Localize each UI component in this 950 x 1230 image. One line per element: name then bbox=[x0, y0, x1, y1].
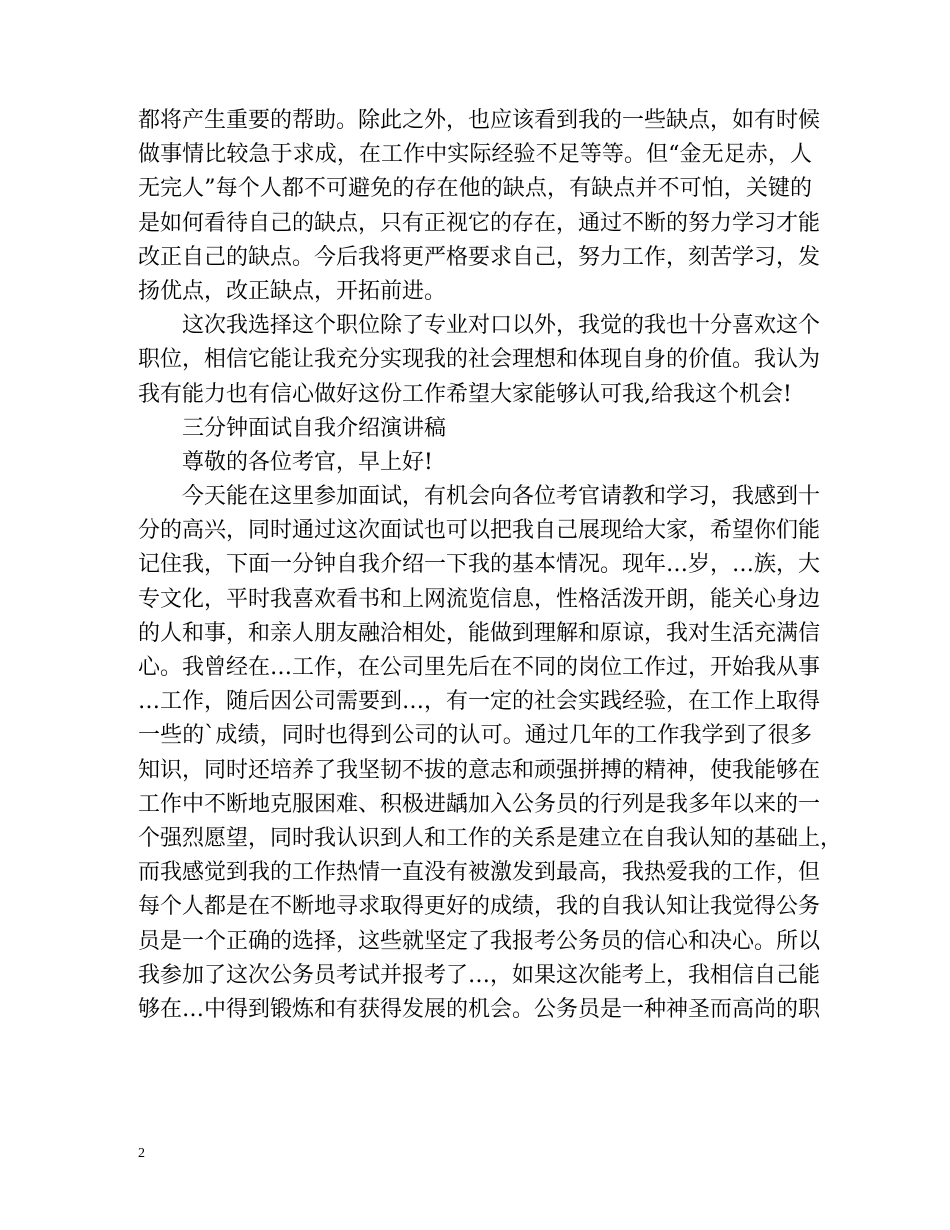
text-line: 而我感觉到我的工作热情一直没有被激发到最高，我热爱我的工作，但 bbox=[138, 860, 821, 886]
text-line: 尊敬的各位考官，早上好! bbox=[182, 449, 433, 475]
text-line: 改正自己的缺点。今后我将更严格要求自己，努力工作，刻苦学习，发 bbox=[138, 244, 821, 270]
text-line: 工作中不断地克服困难、积极进龋加入公务员的行列是我多年以来的一 bbox=[138, 791, 821, 817]
text-line: 是如何看待自己的缺点，只有正视它的存在，通过不断的努力学习才能 bbox=[138, 210, 821, 236]
text-line: 分的高兴，同时通过这次面试也可以把我自己展现给大家，希望你们能 bbox=[138, 518, 821, 544]
text-line: 够在…中得到锻炼和有获得发展的机会。公务员是一种神圣而高尚的职 bbox=[138, 996, 821, 1022]
text-line: 无完人”每个人都不可避免的存在他的缺点，有缺点并不可怕，关键的 bbox=[138, 176, 812, 202]
text-line: 我有能力也有信心做好这份工作希望大家能够认可我,给我这个机会! bbox=[138, 381, 792, 407]
text-line: 个强烈愿望，同时我认识到人和工作的关系是建立在自我认知的基础上， bbox=[138, 825, 843, 851]
text-line: …工作，随后因公司需要到…，有一定的社会实践经验，在工作上取得 bbox=[138, 689, 821, 715]
text-line: 做事情比较急于求成，在工作中实际经验不足等等。但“金无足赤，人 bbox=[138, 142, 812, 168]
text-line: 三分钟面试自我介绍演讲稿 bbox=[182, 415, 447, 441]
text-line: 一些的`成绩，同时也得到公司的认可。通过几年的工作我学到了很多 bbox=[138, 723, 812, 749]
text-line: 员是一个正确的选择，这些就坚定了我报考公务员的信心和决心。所以 bbox=[138, 928, 821, 954]
text-line: 我参加了这次公务员考试并报考了…，如果这次能考上，我相信自己能 bbox=[138, 962, 821, 988]
text-line: 职位，相信它能让我充分实现我的社会理想和体现自身的价值。我认为 bbox=[138, 347, 821, 373]
text-line: 知识，同时还培养了我坚韧不拔的意志和顽强拼搏的精神，使我能够在 bbox=[138, 757, 821, 783]
text-line: 记住我，下面一分钟自我介绍一下我的基本情况。现年…岁，…族，大 bbox=[138, 552, 821, 578]
text-line: 专文化，平时我喜欢看书和上网流览信息，性格活泼开朗，能关心身边 bbox=[138, 586, 821, 612]
text-line: 都将产生重要的帮助。除此之外，也应该看到我的一些缺点，如有时候 bbox=[138, 108, 821, 133]
text-line: 每个人都是在不断地寻求取得更好的成绩，我的自我认知让我觉得公务 bbox=[138, 894, 821, 920]
page-number: 2 bbox=[138, 1146, 145, 1161]
text-line: 扬优点，改正缺点，开拓前进。 bbox=[138, 278, 447, 304]
text-line: 今天能在这里参加面试，有机会向各位考官请教和学习，我感到十 bbox=[182, 484, 821, 510]
text-line: 的人和事，和亲人朋友融洽相处，能做到理解和原谅，我对生活充满信 bbox=[138, 620, 821, 646]
text-line: 这次我选择这个职位除了专业对口以外，我觉的我也十分喜欢这个 bbox=[182, 313, 821, 339]
body-text bbox=[138, 104, 843, 1027]
text-line: 心。我曾经在…工作，在公司里先后在不同的岗位工作过，开始我从事 bbox=[138, 655, 821, 680]
